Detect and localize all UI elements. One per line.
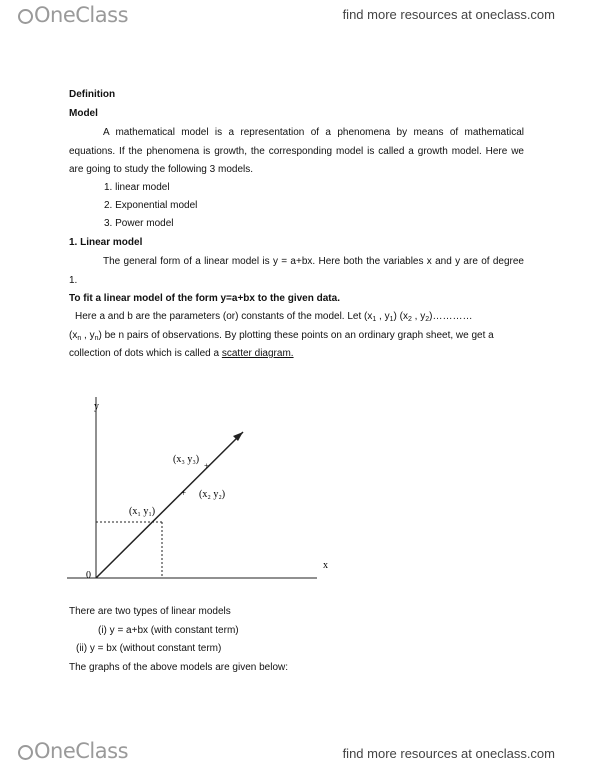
footer-find-resources-link[interactable]: find more resources at oneclass.com	[342, 746, 555, 761]
point-2-marker: +	[181, 488, 187, 498]
regression-line	[96, 432, 243, 578]
point-2-label: (x₂ y₂)	[199, 489, 226, 500]
x-axis-label: x	[323, 560, 328, 571]
fit-paragraph-mid: (x	[69, 329, 78, 341]
scatter-diagram-figure	[67, 385, 342, 600]
oneclass-logo[interactable]	[18, 3, 128, 27]
graphs-line: The graphs of the above models are given below:	[69, 662, 289, 673]
fit-paragraph-start: Here a and b are the parameters (or) constants of the model. Let (x	[75, 311, 373, 322]
logo-text: OneClass	[34, 3, 129, 27]
linear-model-heading: 1. Linear model	[69, 237, 143, 248]
footer-logo-circle-icon	[18, 745, 33, 760]
types-intro: There are two types of linear models	[69, 606, 231, 617]
fit-heading: To fit a linear model of the form y=a+bx to the given data.	[69, 293, 340, 304]
footer-oneclass-logo[interactable]	[18, 739, 128, 763]
intro-paragraph: A mathematical model is a representation of a phenomena by means of mathematical equations. If the phenomena is growth, the corresponding model is called a growth model. Here we are going to study the following 3 models.	[69, 127, 524, 175]
linear-paragraph: The general form of a linear model is y = a+bx. Here both the variables x and y are of degree 1.	[69, 256, 524, 286]
fit-paragraph-end: ) be n pairs of observations. By plotting these points on an ordinary graph sheet, we get a collection of dots which is called a	[69, 329, 494, 359]
model-list-item-3: 3. Power model	[104, 218, 174, 229]
model-heading: Model	[69, 108, 98, 119]
point-1-label: (x₁ y₁)	[129, 506, 156, 517]
fit-paragraph: Here a and b are the parameters (or) constants of the model. Let ($x_1$ , $y_1$) ($x_2$ , $y_2)\dots\dots\dots\dots$ ($x_n$ , $y_n$) be n pairs of observations. By plotting these points on an ordinary graph sheet, we get a collection of dots which is called a scatter diagram.	[69, 311, 494, 359]
origin-label: 0	[86, 570, 91, 581]
point-3-marker: +	[204, 461, 210, 471]
type-2: (ii) y = bx (without constant term)	[76, 643, 222, 654]
model-list-item-2: 2. Exponential model	[104, 200, 198, 211]
logo-circle-icon	[18, 9, 33, 24]
model-list-item-1: 1. linear model	[104, 182, 170, 193]
footer-logo-text: OneClass	[34, 739, 129, 763]
type-1: (i) y = a+bx (with constant term)	[98, 625, 239, 636]
find-resources-link[interactable]: find more resources at oneclass.com	[342, 7, 555, 22]
y-axis-label: y	[94, 401, 99, 412]
scatter-diagram-term: scatter diagram.	[221, 348, 294, 359]
definition-heading: Definition	[69, 89, 116, 100]
point-3-label: (x₃ y₃)	[173, 454, 200, 465]
